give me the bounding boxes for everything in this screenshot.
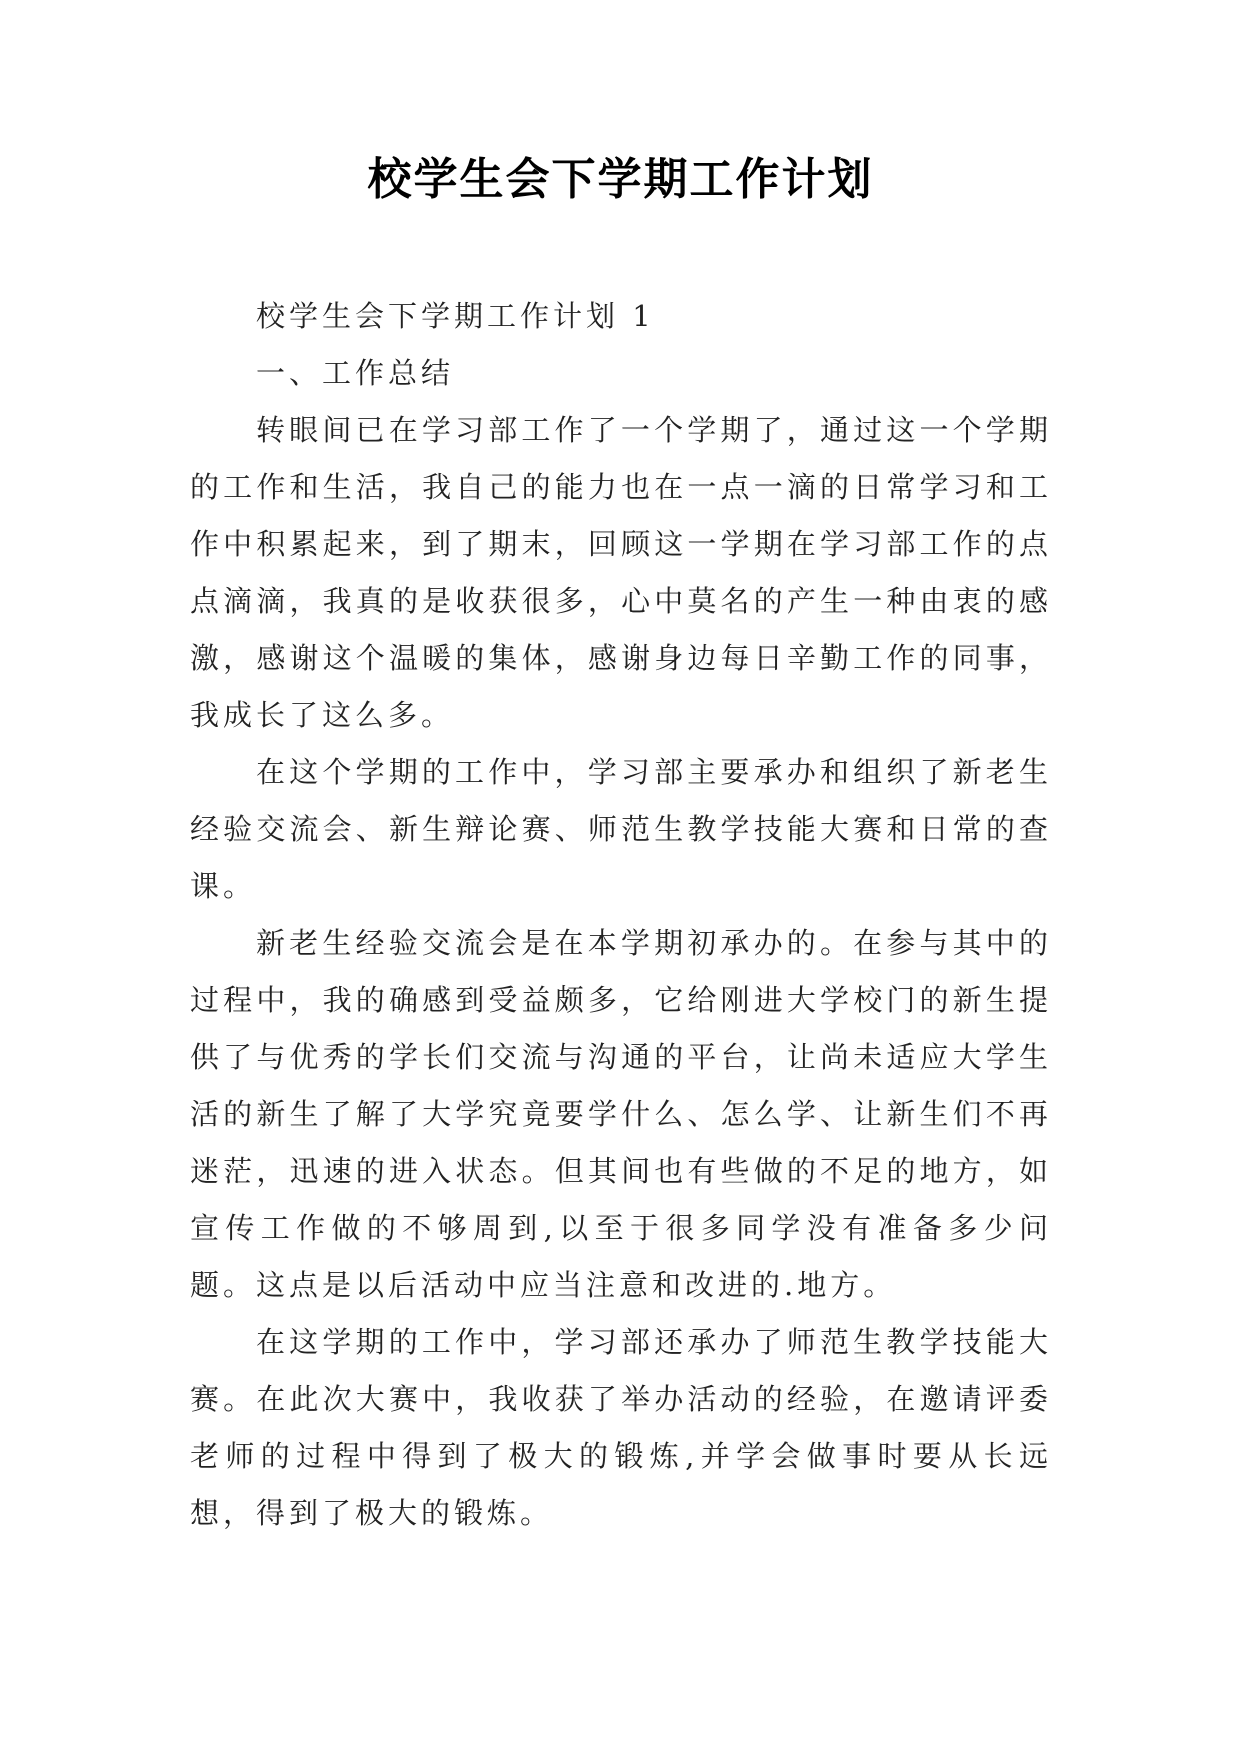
section-heading: 一、工作总结 bbox=[256, 356, 455, 390]
document-subtitle: 校学生会下学期工作计划 1 bbox=[256, 299, 655, 333]
paragraph: 新老生经验交流会是在本学期初承办的。在参与其中的过程中，我的确感到受益颇多，它给刚进大学校门的新生提供了与优秀的学长们交流与沟通的平台，让尚未适应大学生活的新生了解了大学究竟要学什么、怎么学、让新生们不再迷茫，迅速的进入状态。但其间也有些做的不足的地方，如宣传工作做的不够周到,以至于很多同学没有准备多少问题。这点是以后活动中应当注意和改进的.地方。 bbox=[190, 926, 1052, 1302]
paragraph: 在这个学期的工作中，学习部主要承办和组织了新老生经验交流会、新生辩论赛、师范生教学技能大赛和日常的查课。 bbox=[190, 755, 1052, 903]
paragraph: 转眼间已在学习部工作了一个学期了，通过这一个学期的工作和生活，我自己的能力也在一点一滴的日常学习和工作中积累起来，到了期末，回顾这一学期在学习部工作的点点滴滴，我真的是收获很多，心中莫名的产生一种由衷的感激，感谢这个温暖的集体，感谢身边每日辛勤工作的同事，我成长了这么多。 bbox=[190, 413, 1052, 732]
document-body bbox=[190, 288, 1052, 1542]
paragraph: 在这学期的工作中，学习部还承办了师范生教学技能大赛。在此次大赛中，我收获了举办活动的经验，在邀请评委老师的过程中得到了极大的锻炼,并学会做事时要从长远想，得到了极大的锻炼。 bbox=[190, 1325, 1052, 1530]
document-title: 校学生会下学期工作计划 bbox=[367, 154, 874, 205]
